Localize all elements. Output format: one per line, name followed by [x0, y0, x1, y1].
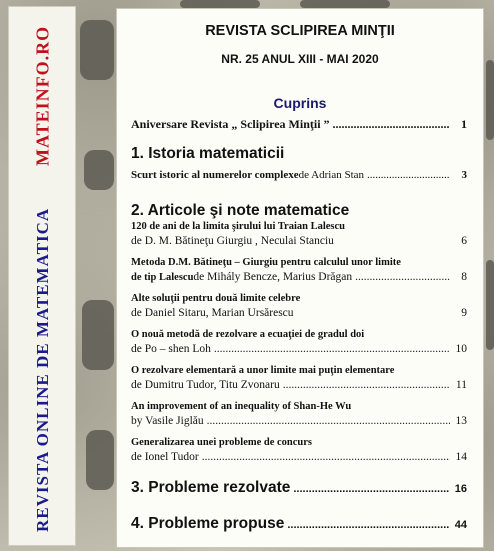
section-heading-1: 1. Istoria matematicii	[131, 145, 285, 162]
article-author-row: by Vasile Jiglău ..... 13	[131, 415, 467, 427]
article-title: 120 de ani de la limita şirului lui Traian Lalescu	[131, 221, 346, 232]
article-title: Metoda D.M. Bătineţu – Giurgiu pentru calculul unor limite	[131, 257, 401, 268]
article-title: Alte soluţii pentru două limite celebre	[131, 293, 301, 304]
page-number: 9	[461, 307, 467, 319]
site-name: MATEINFO.RO	[32, 25, 53, 167]
issue-info: NR. 25 ANUL XIII - MAI 2020	[221, 52, 379, 66]
article-author-row: de Ionel Tudor ..... 14	[131, 451, 467, 463]
magazine-title: REVISTA SCLIPIREA MINŢII	[205, 23, 395, 39]
article-author-row: de D. M. Bătineţu Giurgiu , Neculai Stanciu 6	[131, 235, 467, 247]
toc-entry-anniversary	[131, 117, 467, 132]
stone-letter-decoration	[84, 150, 114, 190]
toc-entry-title: Aniversare Revista „ Sclipirea Minţii ”	[131, 117, 330, 131]
vertical-sidebar	[8, 6, 76, 546]
article-title: O nouă metodă de rezolvare a ecuaţiei de gradul doi	[131, 329, 365, 340]
stone-letter-decoration	[300, 0, 390, 8]
dot-leader	[355, 271, 450, 283]
page-number: 1	[461, 117, 467, 131]
page-number: 11	[455, 379, 467, 391]
page-number: 10	[455, 343, 467, 355]
page-number: 44	[454, 519, 467, 531]
page-number: 13	[455, 415, 467, 427]
article-author-row: de tip Lalescu de Mihály Bencze, Marius Drăgan ..... 8	[131, 271, 467, 283]
page-number: 8	[461, 271, 467, 283]
table-of-contents-panel	[116, 8, 484, 548]
toc-entry-complex-numbers	[131, 169, 467, 181]
article-title: O rezolvare elementară a unor limite mai puţin elementare	[131, 365, 395, 376]
section-heading-2: 2. Articole şi note matematice	[131, 202, 350, 219]
page-number: 3	[461, 169, 467, 181]
dot-leader	[287, 519, 450, 531]
dot-leader	[293, 483, 450, 495]
dot-leader	[202, 451, 450, 463]
article-title: An improvement of an inequality of Shan-He Wu	[131, 401, 352, 412]
stone-letter-decoration	[82, 300, 114, 370]
article-author-row: de Po – shen Loh ..... 10	[131, 343, 467, 355]
page-number: 14	[455, 451, 467, 463]
dot-leader	[367, 169, 450, 181]
section-heading-4: 4. Probleme propuse ..... 44	[131, 515, 467, 533]
stone-letter-decoration	[486, 260, 494, 350]
page-number: 16	[454, 483, 467, 495]
dot-leader	[214, 343, 450, 355]
toc-entry-title: Scurt istoric al numerelor complexe	[131, 169, 299, 181]
section-heading-3: 3. Probleme rezolvate ..... 16	[131, 479, 467, 497]
dot-leader	[283, 379, 450, 391]
toc-heading: Cuprins	[273, 95, 327, 111]
stone-letter-decoration	[180, 0, 260, 8]
dot-leader	[207, 415, 450, 427]
page-number: 6	[461, 235, 467, 247]
stone-letter-decoration	[486, 60, 494, 140]
stone-letter-decoration	[86, 430, 114, 490]
dot-leader	[333, 117, 450, 132]
article-title: Generalizarea unei probleme de concurs	[131, 437, 313, 448]
stone-letter-decoration	[80, 20, 114, 80]
article-author-row: de Dumitru Tudor, Titu Zvonaru ..... 11	[131, 379, 467, 391]
magazine-name: REVISTA ONLINE DE MATEMATICA	[33, 207, 52, 532]
toc-entry-author: de Adrian Stan	[298, 169, 365, 181]
article-author-row: de Daniel Sitaru, Marian Ursărescu 9	[131, 307, 467, 319]
